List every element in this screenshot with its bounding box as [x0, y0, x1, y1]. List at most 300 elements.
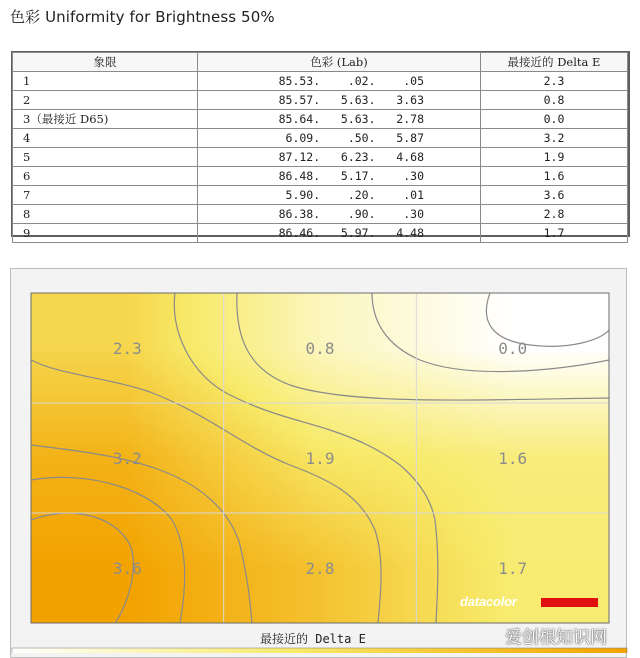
heat-tile [583, 377, 590, 384]
heat-tile [73, 569, 80, 576]
heat-tile [187, 425, 194, 432]
heat-tile [535, 581, 542, 588]
heat-tile [499, 419, 506, 426]
heat-tile [487, 377, 494, 384]
heat-tile [361, 581, 368, 588]
heat-tile [211, 371, 218, 378]
heat-tile [301, 359, 308, 366]
heat-tile [559, 383, 566, 390]
heat-tile [397, 353, 404, 360]
heat-tile [127, 503, 134, 510]
heat-tile [319, 329, 326, 336]
heat-tile [139, 317, 146, 324]
heat-tile [295, 539, 302, 546]
heat-tile [241, 485, 248, 492]
heat-tile [337, 509, 344, 516]
heat-tile [523, 491, 530, 498]
heat-tile [193, 503, 200, 510]
heat-tile [91, 461, 98, 468]
heat-tile [145, 467, 152, 474]
heat-tile [397, 377, 404, 384]
heat-tile [325, 407, 332, 414]
heat-tile [79, 305, 86, 312]
heat-tile [571, 359, 578, 366]
heat-tile [583, 407, 590, 414]
heat-tile [85, 299, 92, 306]
heat-tile [439, 299, 446, 306]
heat-tile [55, 551, 62, 558]
heat-tile [307, 581, 314, 588]
heat-tile [247, 521, 254, 528]
heat-tile [571, 581, 578, 588]
heat-tile [511, 587, 518, 594]
heat-tile [313, 485, 320, 492]
heat-tile [67, 539, 74, 546]
heat-tile [397, 557, 404, 564]
heat-tile [421, 521, 428, 528]
heat-tile [541, 581, 548, 588]
heat-tile [37, 395, 44, 402]
heat-tile [601, 581, 608, 588]
heat-tile [367, 569, 374, 576]
heat-tile [385, 485, 392, 492]
heat-tile [457, 389, 464, 396]
heat-tile [565, 527, 572, 534]
heat-tile [157, 377, 164, 384]
heat-tile [595, 539, 602, 546]
heat-tile [211, 509, 218, 516]
heat-tile [511, 515, 518, 522]
heat-tile [523, 473, 530, 480]
heat-tile [559, 407, 566, 414]
heat-tile [265, 389, 272, 396]
heat-tile [85, 557, 92, 564]
heat-tile [589, 581, 596, 588]
heat-tile [541, 497, 548, 504]
heat-tile [361, 497, 368, 504]
heat-tile [565, 293, 572, 300]
heat-tile [265, 473, 272, 480]
cell-delta-e: 0.0 [481, 110, 628, 129]
heat-tile [301, 551, 308, 558]
heat-tile [493, 545, 500, 552]
heat-tile [451, 461, 458, 468]
heat-tile [385, 491, 392, 498]
heat-tile [109, 497, 116, 504]
heat-tile [259, 491, 266, 498]
heat-tile [37, 329, 44, 336]
heat-tile [37, 419, 44, 426]
heat-tile [475, 305, 482, 312]
heat-tile [283, 575, 290, 582]
heat-tile [571, 587, 578, 594]
heat-tile [307, 593, 314, 600]
heat-tile [79, 377, 86, 384]
heat-tile [541, 533, 548, 540]
heat-tile [211, 341, 218, 348]
heat-tile [409, 383, 416, 390]
heat-tile [205, 389, 212, 396]
heat-tile [235, 551, 242, 558]
heat-tile [115, 539, 122, 546]
heat-tile [607, 341, 614, 348]
heat-tile [391, 437, 398, 444]
heat-tile [319, 305, 326, 312]
heat-tile [607, 425, 614, 432]
heat-tile [133, 359, 140, 366]
heat-tile [475, 383, 482, 390]
heat-tile [517, 413, 524, 420]
heat-tile [403, 413, 410, 420]
heat-tile [349, 305, 356, 312]
heat-tile [73, 317, 80, 324]
heat-tile [205, 569, 212, 576]
heat-tile [379, 377, 386, 384]
heat-tile [121, 365, 128, 372]
heat-tile [61, 497, 68, 504]
heat-tile [55, 299, 62, 306]
heat-tile [529, 587, 536, 594]
heat-tile [433, 383, 440, 390]
heat-tile [499, 437, 506, 444]
heat-tile [451, 401, 458, 408]
heat-tile [205, 455, 212, 462]
heat-tile [151, 455, 158, 462]
heat-tile [271, 299, 278, 306]
heat-tile [97, 407, 104, 414]
heat-tile [529, 353, 536, 360]
heat-tile [313, 329, 320, 336]
heat-tile [553, 329, 560, 336]
heat-tile [289, 503, 296, 510]
heat-tile [313, 371, 320, 378]
heat-tile [463, 509, 470, 516]
heat-tile [241, 461, 248, 468]
heat-tile [325, 389, 332, 396]
heat-tile [343, 461, 350, 468]
heat-tile [433, 317, 440, 324]
heat-tile [73, 425, 80, 432]
heat-tile [241, 407, 248, 414]
cell-lab: 5.90. .20. .01 [198, 186, 481, 205]
heat-tile [499, 401, 506, 408]
heat-tile [235, 479, 242, 486]
heat-tile [283, 389, 290, 396]
heat-tile [373, 575, 380, 582]
heat-tile [553, 401, 560, 408]
heat-tile [313, 365, 320, 372]
heat-tile [409, 419, 416, 426]
heat-tile [163, 329, 170, 336]
heat-tile [307, 413, 314, 420]
heat-tile [403, 563, 410, 570]
heat-tile [583, 461, 590, 468]
heat-tile [349, 533, 356, 540]
heat-tile [427, 443, 434, 450]
heat-tile [601, 323, 608, 330]
heat-tile [367, 401, 374, 408]
heat-tile [451, 527, 458, 534]
heat-tile [433, 323, 440, 330]
heat-tile [451, 413, 458, 420]
heat-tile [259, 413, 266, 420]
heat-tile [337, 437, 344, 444]
heat-tile [217, 449, 224, 456]
heat-tile [337, 323, 344, 330]
heat-tile [529, 425, 536, 432]
heat-tile [133, 293, 140, 300]
heat-tile [367, 365, 374, 372]
heat-tile [325, 305, 332, 312]
cell-lab: 85.57. 5.63. 3.63 [198, 91, 481, 110]
heat-tile [487, 443, 494, 450]
heat-tile [31, 533, 38, 540]
heat-tile [451, 359, 458, 366]
heat-tile [577, 299, 584, 306]
heat-tile [199, 401, 206, 408]
heat-tile [439, 431, 446, 438]
heat-tile [67, 407, 74, 414]
heat-tile [61, 593, 68, 600]
heat-tile [607, 299, 614, 306]
heat-tile [43, 593, 50, 600]
heat-tile [193, 305, 200, 312]
heat-tile [517, 323, 524, 330]
heat-tile [265, 335, 272, 342]
heat-tile [535, 497, 542, 504]
heat-tile [553, 467, 560, 474]
heat-tile [139, 497, 146, 504]
heat-tile [139, 479, 146, 486]
heat-tile [439, 515, 446, 522]
heat-tile [403, 545, 410, 552]
heat-tile [301, 407, 308, 414]
heat-tile [193, 401, 200, 408]
heat-tile [367, 539, 374, 546]
heat-tile [55, 479, 62, 486]
heat-tile [331, 527, 338, 534]
heat-tile [529, 401, 536, 408]
heat-tile [409, 329, 416, 336]
heat-tile [439, 335, 446, 342]
heat-tile [433, 587, 440, 594]
heat-tile [589, 299, 596, 306]
heat-tile [61, 359, 68, 366]
heat-tile [601, 473, 608, 480]
heat-tile [67, 467, 74, 474]
heat-tile [589, 371, 596, 378]
heat-tile [319, 383, 326, 390]
heat-tile [253, 299, 260, 306]
heat-tile [529, 431, 536, 438]
heat-tile [307, 293, 314, 300]
heat-tile [139, 293, 146, 300]
heat-tile [55, 581, 62, 588]
heat-tile [67, 593, 74, 600]
heat-tile [343, 587, 350, 594]
heat-tile [37, 539, 44, 546]
heat-tile [139, 419, 146, 426]
heat-tile [541, 347, 548, 354]
heat-tile [241, 527, 248, 534]
heat-tile [241, 509, 248, 516]
heat-tile [85, 569, 92, 576]
heat-tile [97, 305, 104, 312]
heat-tile [385, 365, 392, 372]
heat-tile [271, 419, 278, 426]
heat-tile [229, 365, 236, 372]
heat-tile [271, 449, 278, 456]
heat-tile [211, 401, 218, 408]
heat-tile [235, 593, 242, 600]
heat-tile [193, 311, 200, 318]
heat-tile [355, 551, 362, 558]
heat-tile [151, 425, 158, 432]
heat-tile [487, 365, 494, 372]
heat-tile [67, 431, 74, 438]
heat-tile [595, 383, 602, 390]
heat-tile [235, 443, 242, 450]
heat-tile [349, 539, 356, 546]
heat-tile [181, 521, 188, 528]
heat-tile [259, 575, 266, 582]
heat-tile [595, 413, 602, 420]
heat-tile [457, 371, 464, 378]
heat-tile [283, 317, 290, 324]
heat-tile [277, 365, 284, 372]
heat-tile [535, 587, 542, 594]
heat-tile [229, 293, 236, 300]
heat-tile [277, 425, 284, 432]
heat-tile [199, 515, 206, 522]
heat-tile [109, 509, 116, 516]
heat-tile [91, 389, 98, 396]
heat-tile [547, 509, 554, 516]
heat-tile [601, 353, 608, 360]
heat-tile [367, 491, 374, 498]
heat-tile [451, 539, 458, 546]
heat-tile [511, 437, 518, 444]
heat-tile [379, 515, 386, 522]
heat-tile [313, 317, 320, 324]
heat-tile [97, 593, 104, 600]
heat-tile [517, 425, 524, 432]
heat-tile [589, 341, 596, 348]
heat-tile [469, 551, 476, 558]
heat-tile [175, 395, 182, 402]
heat-tile [289, 443, 296, 450]
heat-tile [565, 467, 572, 474]
heat-tile [289, 395, 296, 402]
heat-tile [103, 389, 110, 396]
heat-tile [271, 305, 278, 312]
heat-tile [325, 413, 332, 420]
heat-tile [355, 353, 362, 360]
heat-tile [181, 491, 188, 498]
heat-tile [331, 299, 338, 306]
heat-tile [451, 335, 458, 342]
heat-tile [247, 365, 254, 372]
heat-tile [37, 491, 44, 498]
heat-tile [517, 551, 524, 558]
heat-tile [463, 389, 470, 396]
heat-tile [541, 437, 548, 444]
heat-tile [217, 413, 224, 420]
heat-tile [139, 299, 146, 306]
heat-tile [283, 311, 290, 318]
heat-tile [175, 509, 182, 516]
heat-tile [343, 515, 350, 522]
heat-tile [97, 395, 104, 402]
heat-tile [385, 497, 392, 504]
heat-tile [271, 341, 278, 348]
heat-tile [445, 587, 452, 594]
heat-tile [421, 473, 428, 480]
heat-tile [499, 533, 506, 540]
heat-tile [61, 569, 68, 576]
heat-tile [175, 359, 182, 366]
heat-tile [529, 581, 536, 588]
heat-tile [355, 515, 362, 522]
heat-tile [301, 527, 308, 534]
heat-tile [97, 431, 104, 438]
heat-tile [355, 443, 362, 450]
heat-tile [463, 431, 470, 438]
heat-tile [79, 515, 86, 522]
heat-tile [391, 293, 398, 300]
heat-tile [289, 437, 296, 444]
heat-tile [379, 419, 386, 426]
heat-tile [469, 329, 476, 336]
heat-tile [151, 551, 158, 558]
heat-tile [547, 545, 554, 552]
heat-tile [115, 323, 122, 330]
heat-tile [73, 509, 80, 516]
heat-tile [151, 365, 158, 372]
heat-tile [541, 431, 548, 438]
heat-tile [499, 521, 506, 528]
heat-tile [49, 299, 56, 306]
heat-tile [175, 449, 182, 456]
heat-tile [409, 407, 416, 414]
heat-tile [577, 413, 584, 420]
heat-tile [175, 389, 182, 396]
heat-tile [433, 581, 440, 588]
heat-tile [211, 389, 218, 396]
heat-tile [199, 497, 206, 504]
heat-tile [127, 377, 134, 384]
heat-tile [229, 335, 236, 342]
heat-tile [571, 569, 578, 576]
heat-tile [571, 527, 578, 534]
heat-tile [175, 353, 182, 360]
heat-tile [427, 473, 434, 480]
heat-tile [385, 539, 392, 546]
heat-tile [217, 341, 224, 348]
heat-tile [199, 305, 206, 312]
heat-tile [121, 509, 128, 516]
heat-tile [463, 419, 470, 426]
heat-tile [355, 323, 362, 330]
heat-tile [349, 353, 356, 360]
heat-tile [325, 545, 332, 552]
heat-tile [457, 347, 464, 354]
heat-tile [145, 533, 152, 540]
heat-tile [187, 371, 194, 378]
heat-tile [205, 563, 212, 570]
heat-tile [367, 413, 374, 420]
heat-tile [391, 413, 398, 420]
